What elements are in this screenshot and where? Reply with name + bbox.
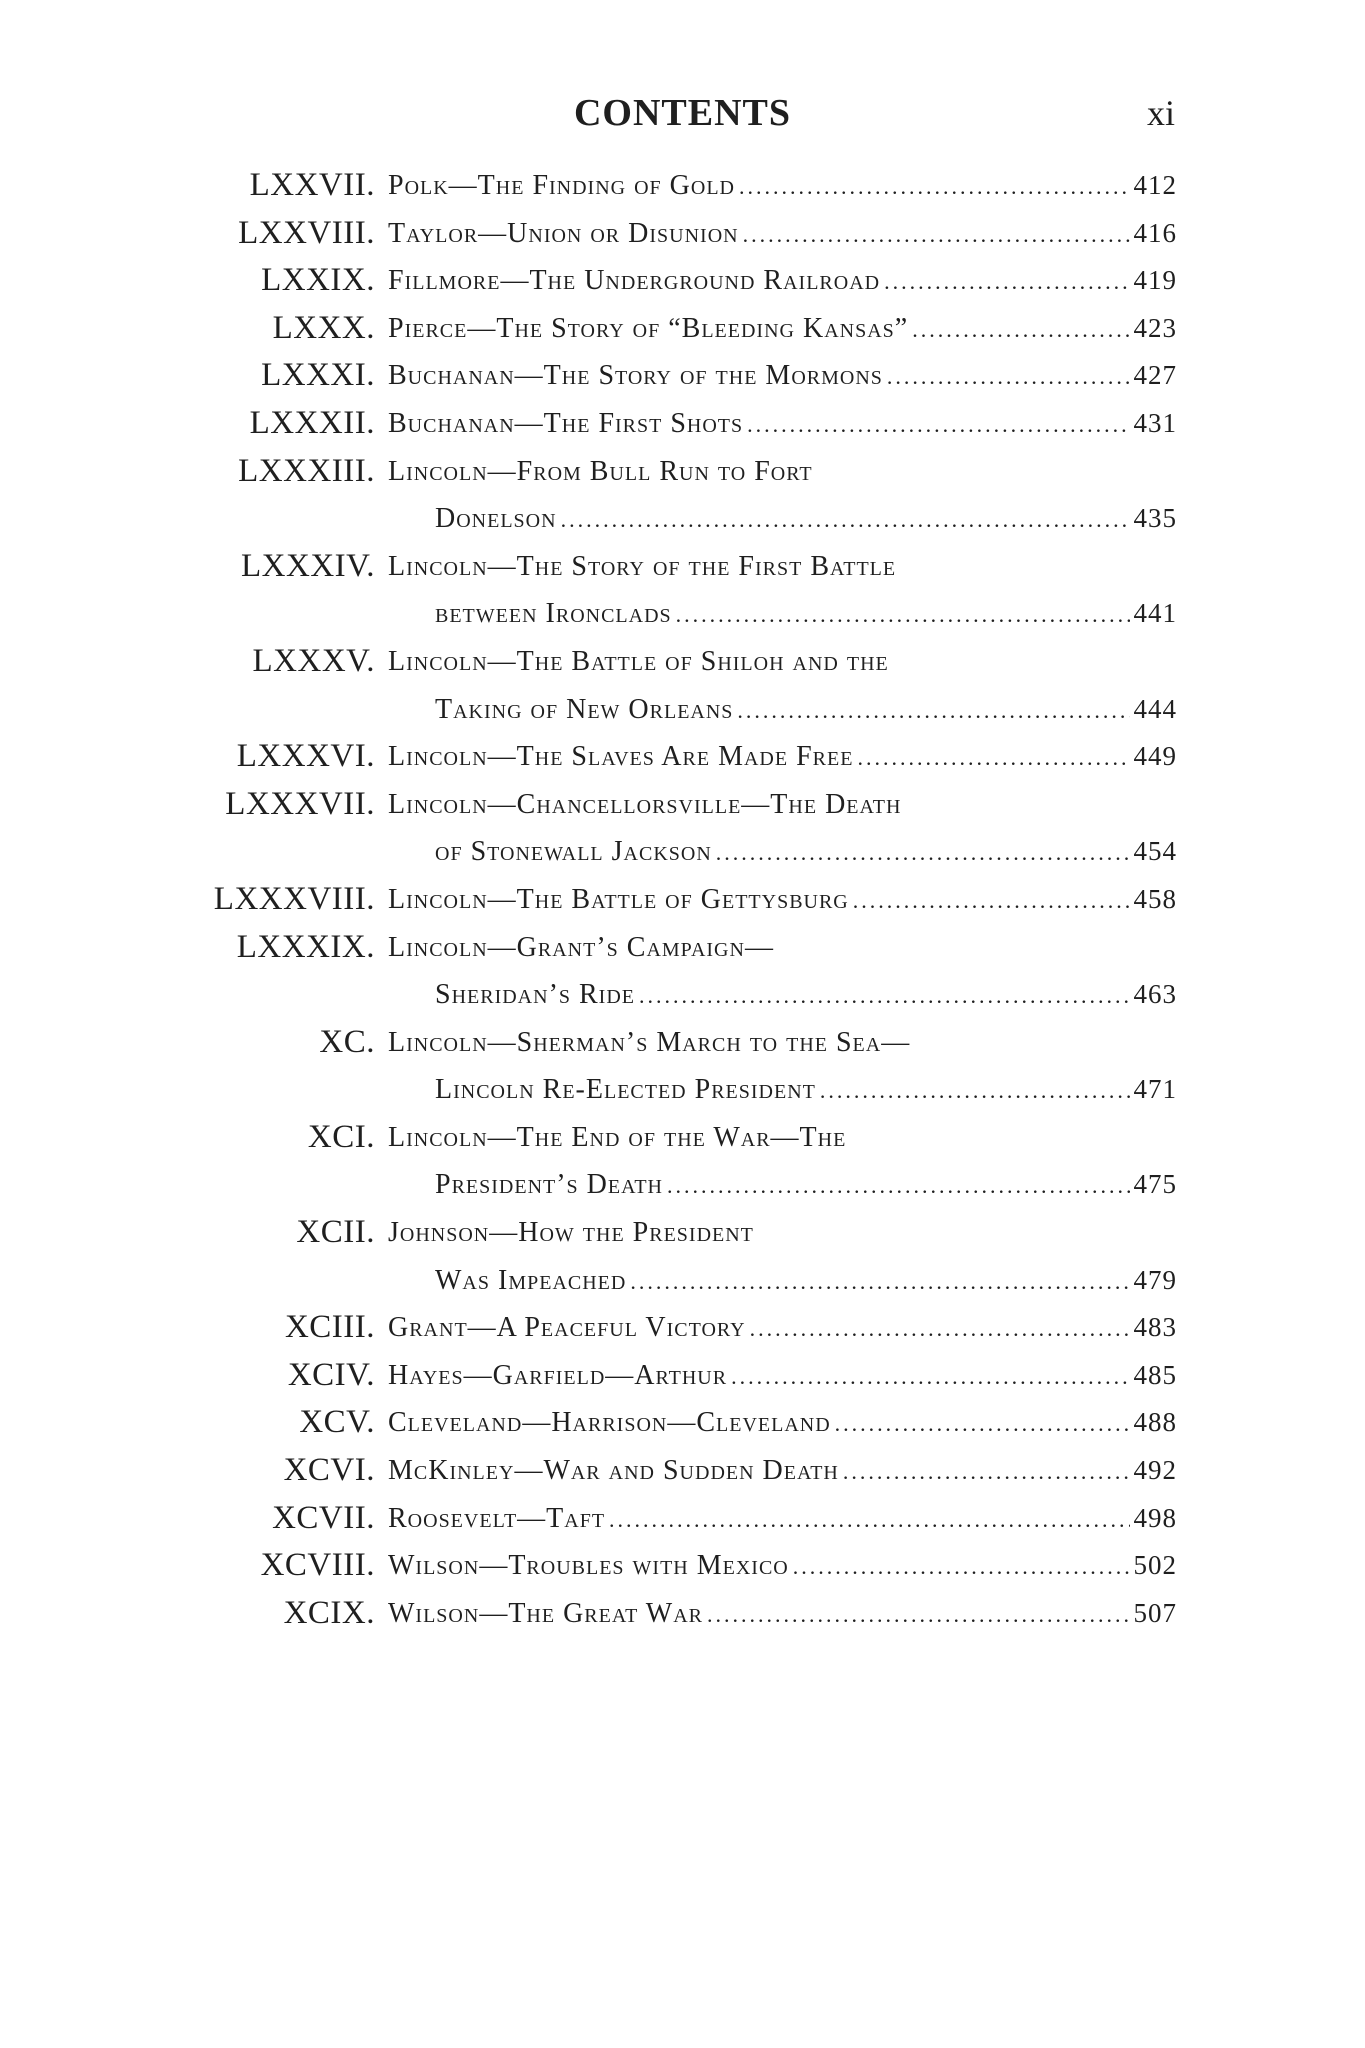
chapter-numeral: LXXXIV. bbox=[241, 547, 375, 584]
chapter-title-row bbox=[388, 876, 1177, 925]
chapter-title-continuation: Donelson bbox=[435, 503, 557, 535]
chapter-title-continuation: Sheridan’s Ride bbox=[435, 979, 636, 1011]
toc-line bbox=[0, 543, 1365, 591]
chapter-page-number: 449 bbox=[1133, 741, 1177, 772]
toc-line bbox=[0, 828, 1365, 876]
chapter-numeral: LXXXVI. bbox=[236, 738, 375, 775]
toc-line bbox=[0, 1399, 1365, 1447]
chapter-title: Lincoln—The Battle of Shiloh and the bbox=[388, 645, 889, 677]
toc-line bbox=[0, 162, 1365, 210]
page-header bbox=[0, 88, 1365, 138]
chapter-title: Lincoln—The Slaves Are Made Free bbox=[388, 741, 854, 773]
chapter-title-row bbox=[388, 924, 1177, 972]
toc-line bbox=[0, 924, 1365, 972]
chapter-title-row bbox=[388, 352, 1177, 401]
toc-line bbox=[0, 1352, 1365, 1400]
chapter-page-number: 475 bbox=[1133, 1169, 1177, 1200]
toc-line bbox=[0, 1114, 1365, 1162]
chapter-title-row bbox=[388, 1447, 1177, 1496]
chapter-numeral: XCI. bbox=[307, 1118, 375, 1155]
chapter-title-continuation: Was Impeached bbox=[435, 1264, 627, 1296]
dot-leader bbox=[609, 1496, 1129, 1544]
chapter-title: Lincoln—The Battle of Gettysburg bbox=[388, 883, 849, 915]
dot-leader bbox=[716, 829, 1130, 877]
chapter-page-number: 412 bbox=[1133, 170, 1177, 200]
chapter-title-row bbox=[388, 1114, 1177, 1162]
chapter-page-number: 454 bbox=[1133, 836, 1177, 867]
chapter-page-number: 431 bbox=[1133, 407, 1177, 438]
chapter-numeral: XC. bbox=[319, 1023, 375, 1060]
chapter-title-row bbox=[388, 1590, 1177, 1639]
chapter-title-row bbox=[388, 1019, 1177, 1067]
chapter-title: Buchanan—The First Shots bbox=[388, 407, 744, 439]
chapter-numeral: XCVII. bbox=[272, 1499, 375, 1536]
toc-line bbox=[0, 971, 1365, 1019]
chapter-numeral: XCII. bbox=[296, 1214, 375, 1251]
dot-leader bbox=[639, 972, 1129, 1020]
dot-leader bbox=[737, 687, 1129, 735]
dot-leader bbox=[884, 258, 1129, 306]
chapter-title-row bbox=[435, 971, 1177, 1020]
chapter-title: Polk—The Finding of Gold bbox=[388, 170, 735, 201]
dot-leader bbox=[731, 1353, 1129, 1401]
chapter-title-row bbox=[388, 162, 1177, 211]
dot-leader bbox=[747, 401, 1129, 449]
chapter-page-number: 419 bbox=[1133, 265, 1177, 296]
toc-line bbox=[0, 1447, 1365, 1495]
chapter-title: Lincoln—Chancellorsville—The Death bbox=[388, 788, 902, 820]
chapter-numeral: XCIII. bbox=[284, 1309, 375, 1346]
dot-leader bbox=[561, 496, 1130, 544]
chapter-numeral: XCVI. bbox=[283, 1452, 375, 1489]
chapter-page-number: 485 bbox=[1133, 1359, 1177, 1390]
toc-line bbox=[0, 1209, 1365, 1257]
toc-line bbox=[0, 400, 1365, 448]
toc-line bbox=[0, 781, 1365, 829]
chapter-numeral: LXXX. bbox=[272, 309, 375, 346]
chapter-title-row bbox=[435, 828, 1177, 877]
chapter-title: Pierce—The Story of “Bleeding Kansas” bbox=[388, 312, 909, 344]
chapter-page-number: 483 bbox=[1133, 1312, 1177, 1343]
chapter-title: Fillmore—The Underground Railroad bbox=[388, 265, 881, 297]
dot-leader bbox=[707, 1591, 1129, 1639]
chapter-title: Johnson—How the President bbox=[388, 1217, 754, 1249]
toc-line bbox=[0, 1495, 1365, 1543]
chapter-title-row bbox=[388, 448, 1177, 496]
chapter-title: Wilson—The Great War bbox=[388, 1597, 704, 1629]
toc-line bbox=[0, 495, 1365, 543]
chapter-title-row bbox=[388, 1304, 1177, 1353]
chapter-title-row bbox=[435, 495, 1177, 544]
dot-leader bbox=[750, 1305, 1130, 1353]
chapter-title-row bbox=[388, 1352, 1177, 1401]
chapter-title-row bbox=[435, 590, 1177, 639]
chapter-title-row bbox=[435, 1066, 1177, 1115]
chapter-title: Roosevelt—Taft bbox=[388, 1502, 606, 1534]
chapter-title-row bbox=[388, 1399, 1177, 1448]
toc-line bbox=[0, 590, 1365, 638]
dot-leader bbox=[835, 1400, 1130, 1448]
table-of-contents bbox=[0, 162, 1365, 1637]
chapter-title-row bbox=[388, 1495, 1177, 1544]
toc-line bbox=[0, 1066, 1365, 1114]
chapter-page-number: 471 bbox=[1133, 1074, 1177, 1105]
chapter-title-continuation: Lincoln Re-Elected President bbox=[435, 1074, 816, 1106]
chapter-page-number: 492 bbox=[1133, 1455, 1177, 1486]
chapter-numeral: LXXXIX. bbox=[236, 928, 375, 965]
chapter-numeral: LXXXIII. bbox=[238, 452, 375, 489]
chapter-title-row bbox=[435, 1161, 1177, 1210]
toc-line bbox=[0, 733, 1365, 781]
chapter-title-row bbox=[388, 210, 1177, 259]
dot-leader bbox=[676, 591, 1130, 639]
chapter-title-continuation: Taking of New Orleans bbox=[435, 693, 734, 725]
header-page-number: xi bbox=[1146, 93, 1175, 133]
dot-leader bbox=[887, 353, 1130, 401]
chapter-numeral: LXXXVII. bbox=[225, 785, 375, 822]
chapter-page-number: 507 bbox=[1133, 1597, 1177, 1628]
dot-leader bbox=[820, 1067, 1130, 1115]
chapter-numeral: XCV. bbox=[299, 1404, 375, 1441]
chapter-title-row bbox=[388, 638, 1177, 686]
chapter-page-number: 435 bbox=[1133, 503, 1177, 534]
toc-line bbox=[0, 352, 1365, 400]
dot-leader bbox=[793, 1543, 1130, 1591]
chapter-title: Buchanan—The Story of the Mormons bbox=[388, 360, 883, 392]
chapter-title: Lincoln—Sherman’s March to the Sea— bbox=[388, 1026, 911, 1058]
toc-line bbox=[0, 1304, 1365, 1352]
chapter-title-continuation: President’s Death bbox=[435, 1169, 664, 1201]
chapter-numeral: LXXIX. bbox=[261, 262, 375, 299]
chapter-page-number: 416 bbox=[1133, 217, 1177, 248]
chapter-title-continuation: of Stonewall Jackson bbox=[435, 836, 712, 868]
chapter-numeral: XCVIII. bbox=[260, 1547, 375, 1584]
dot-leader bbox=[857, 734, 1129, 782]
chapter-page-number: 423 bbox=[1133, 312, 1177, 343]
toc-line bbox=[0, 686, 1365, 734]
chapter-title-row bbox=[388, 1542, 1177, 1591]
chapter-page-number: 441 bbox=[1133, 598, 1177, 629]
toc-line bbox=[0, 1590, 1365, 1638]
page-title: CONTENTS bbox=[573, 92, 792, 134]
dot-leader bbox=[843, 1448, 1130, 1496]
toc-line bbox=[0, 448, 1365, 496]
dot-leader bbox=[912, 306, 1129, 354]
dot-leader bbox=[630, 1258, 1129, 1306]
chapter-title-row bbox=[435, 686, 1177, 735]
toc-line bbox=[0, 1019, 1365, 1067]
chapter-title-row bbox=[388, 400, 1177, 449]
chapter-title: Cleveland—Harrison—Cleveland bbox=[388, 1407, 831, 1439]
chapter-title-row bbox=[388, 305, 1177, 354]
chapter-title: Lincoln—The End of the War—The bbox=[388, 1121, 847, 1153]
chapter-title-row bbox=[388, 781, 1177, 829]
chapter-title: Hayes—Garfield—Arthur bbox=[388, 1359, 728, 1391]
chapter-numeral: LXXXV. bbox=[252, 642, 375, 679]
dot-leader bbox=[853, 877, 1130, 925]
toc-line bbox=[0, 305, 1365, 353]
chapter-title: Lincoln—From Bull Run to Fort bbox=[388, 455, 813, 487]
dot-leader bbox=[739, 163, 1130, 211]
chapter-page-number: 458 bbox=[1133, 883, 1177, 914]
chapter-title-row bbox=[388, 257, 1177, 306]
chapter-page-number: 444 bbox=[1133, 693, 1177, 724]
chapter-title: Lincoln—Grant’s Campaign— bbox=[388, 931, 774, 963]
chapter-title-row bbox=[388, 1209, 1177, 1257]
toc-line bbox=[0, 1161, 1365, 1209]
chapter-title-row bbox=[388, 543, 1177, 591]
chapter-numeral: XCIV. bbox=[287, 1356, 375, 1393]
chapter-title-row bbox=[388, 733, 1177, 782]
toc-line bbox=[0, 1257, 1365, 1305]
chapter-numeral: XCIX. bbox=[283, 1594, 375, 1631]
chapter-page-number: 463 bbox=[1133, 979, 1177, 1010]
chapter-page-number: 498 bbox=[1133, 1502, 1177, 1533]
chapter-page-number: 502 bbox=[1133, 1550, 1177, 1581]
dot-leader bbox=[743, 211, 1130, 259]
dot-leader bbox=[667, 1162, 1129, 1210]
chapter-title: Taylor—Union or Disunion bbox=[388, 217, 739, 249]
chapter-page-number: 427 bbox=[1133, 360, 1177, 391]
chapter-numeral: LXXXI. bbox=[261, 357, 375, 394]
chapter-title-row bbox=[435, 1257, 1177, 1306]
toc-line bbox=[0, 638, 1365, 686]
chapter-numeral: LXXXII. bbox=[249, 404, 375, 441]
chapter-page-number: 488 bbox=[1133, 1407, 1177, 1438]
chapter-title-continuation: between Ironclads bbox=[435, 598, 672, 630]
chapter-title: McKinley—War and Sudden Death bbox=[388, 1455, 839, 1487]
chapter-title: Wilson—Troubles with Mexico bbox=[388, 1550, 789, 1582]
toc-line bbox=[0, 1542, 1365, 1590]
chapter-numeral: LXXVIII. bbox=[238, 214, 375, 251]
toc-line bbox=[0, 257, 1365, 305]
toc-line bbox=[0, 876, 1365, 924]
toc-line bbox=[0, 210, 1365, 258]
chapter-page-number: 479 bbox=[1133, 1264, 1177, 1295]
chapter-numeral: LXXXVIII. bbox=[213, 880, 375, 917]
chapter-title: Grant—A Peaceful Victory bbox=[388, 1312, 746, 1344]
chapter-title: Lincoln—The Story of the First Battle bbox=[388, 550, 897, 582]
chapter-numeral: LXXVII. bbox=[249, 167, 375, 203]
